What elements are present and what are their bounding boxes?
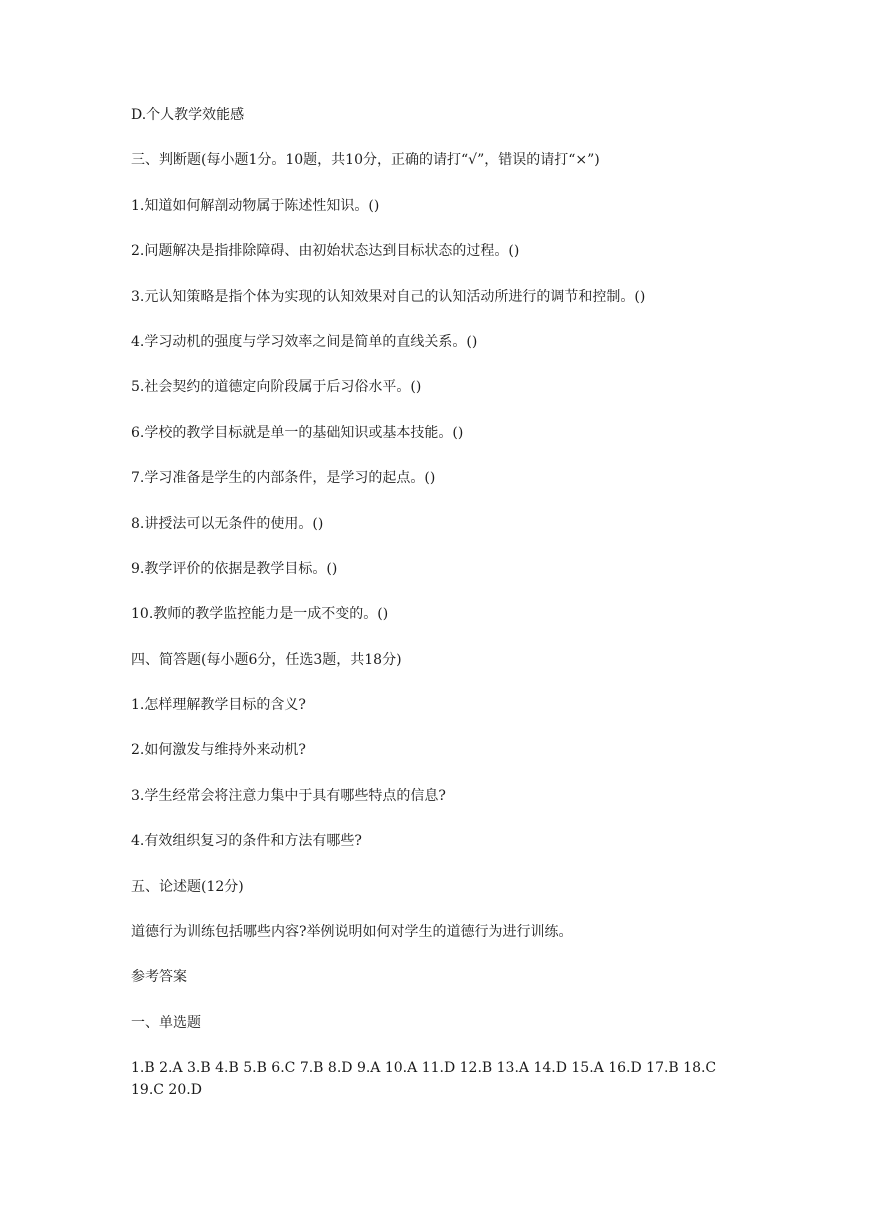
short-answer-question-4: 4.有效组织复习的条件和方法有哪些? xyxy=(131,833,362,850)
judgment-question-2: 2.问题解决是指排除障碍、由初始状态达到目标状态的过程。() xyxy=(131,243,520,260)
judgment-question-4: 4.学习动机的强度与学习效率之间是简单的直线关系。() xyxy=(131,333,478,350)
judgment-question-5: 5.社会契约的道德定向阶段属于后习俗水平。() xyxy=(131,379,422,396)
document-body xyxy=(131,104,746,1101)
single-choice-answer-key: 1.B 2.A 3.B 4.B 5.B 6.C 7.B 8.D 9.A 10.A 11.D 12.B 13.A 14.D 15.A 16.D 17.B 18.C 19.C 20.D xyxy=(131,1060,717,1099)
short-answer-question-1: 1.怎样理解教学目标的含义? xyxy=(131,697,306,714)
judgment-question-10: 10.教师的教学监控能力是一成不变的。() xyxy=(131,606,389,623)
judgment-question-6: 6.学校的教学目标就是单一的基础知识或基本技能。() xyxy=(131,424,464,441)
section-3-heading: 三、判断题(每小题1分。10题，共10分，正确的请打“√”，错误的请打“×”) xyxy=(131,152,600,169)
option-d: D.个人教学效能感 xyxy=(131,107,245,123)
section-5-heading: 五、论述题(12分) xyxy=(131,878,244,895)
section-4-heading: 四、简答题(每小题6分，任选3题，共18分) xyxy=(131,651,402,668)
judgment-question-3: 3.元认知策略是指个体为实现的认知效果对自己的认知活动所进行的调节和控制。() xyxy=(131,288,646,305)
essay-question: 道德行为训练包括哪些内容?举例说明如何对学生的道德行为进行训练。 xyxy=(131,924,573,941)
reference-answers-heading: 参考答案 xyxy=(131,969,187,986)
judgment-question-8: 8.讲授法可以无条件的使用。() xyxy=(131,515,324,532)
judgment-question-9: 9.教学评价的依据是教学目标。() xyxy=(131,560,338,577)
judgment-question-1: 1.知道如何解剖动物属于陈述性知识。() xyxy=(131,197,380,214)
single-choice-answers-heading: 一、单选题 xyxy=(131,1014,201,1031)
judgment-question-7: 7.学习准备是学生的内部条件，是学习的起点。() xyxy=(131,470,436,487)
short-answer-question-3: 3.学生经常会将注意力集中于具有哪些特点的信息? xyxy=(131,787,446,804)
short-answer-question-2: 2.如何激发与维持外来动机? xyxy=(131,742,306,759)
